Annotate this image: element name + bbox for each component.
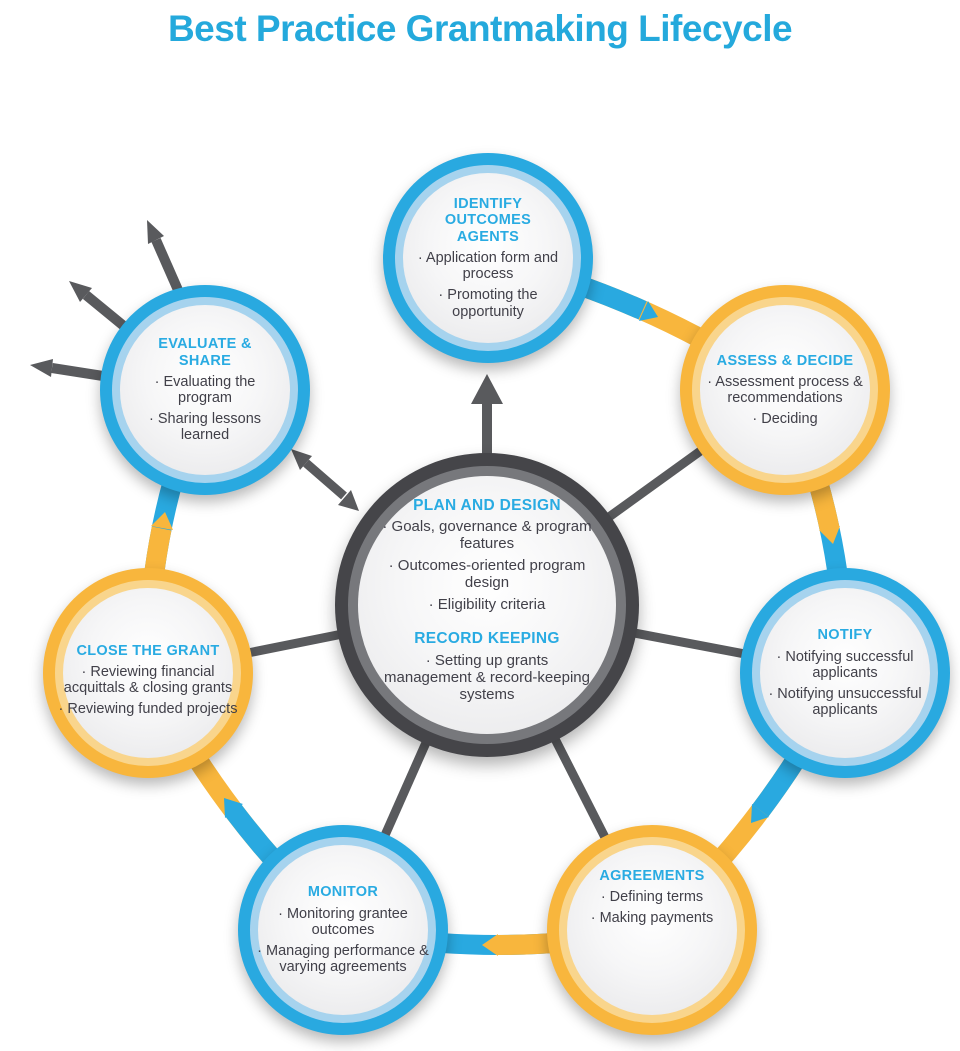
bullet-item: · Defining terms — [600, 888, 704, 905]
node-monitor — [238, 825, 448, 1035]
bullet-item: · Notifying unsuccessful applicants — [768, 686, 922, 719]
bullet-item: · Making payments — [590, 910, 714, 927]
bullet-item: · Reviewing financial acquittals & closing grants — [63, 663, 233, 696]
hub-section-record-keeping — [382, 630, 592, 703]
double-arrow-icon — [291, 449, 359, 511]
node-title: ASSESS & DECIDE — [716, 352, 854, 369]
node-notify — [740, 568, 950, 778]
up-arrow-icon — [471, 374, 503, 455]
bullet-item: · Goals, governance & program features — [382, 518, 592, 553]
bullet-item: · Promoting the opportunity — [438, 287, 538, 320]
bullet-item: · Eligibility criteria — [428, 595, 546, 613]
bullet-item: · Managing performance & varying agreements — [257, 943, 429, 976]
node-agreements — [547, 825, 757, 1035]
hub-content — [361, 479, 613, 731]
node-assess-and-decide — [680, 285, 890, 495]
bullet-item: · Monitoring grantee outcomes — [278, 905, 408, 938]
hub-section-plan — [382, 497, 592, 614]
hub-heading: RECORD KEEPING — [414, 630, 560, 648]
bullet-item: · Outcomes-oriented program design — [388, 556, 586, 591]
node-title: NOTIFY — [817, 627, 873, 644]
bullet-item: · Setting up grants management & record-keeping systems — [384, 652, 590, 703]
node-plan-and-design-hub — [335, 453, 639, 757]
node-title: IDENTIFY OUTCOMES AGENTS — [444, 196, 532, 245]
node-title: MONITOR — [307, 884, 379, 901]
bullet-item: · Reviewing funded projects — [58, 701, 238, 718]
hub-heading: PLAN AND DESIGN — [413, 496, 561, 514]
bullet-item: · Notifying successful applicants — [776, 648, 914, 681]
bullet-item: · Assessment process & recommendations — [707, 373, 863, 406]
bullet-item: · Evaluating the program — [154, 373, 256, 406]
node-identify-outcomes-agents — [383, 153, 593, 363]
node-title: AGREEMENTS — [599, 867, 705, 884]
page-title: Best Practice Grantmaking Lifecycle — [167, 8, 793, 49]
node-close-the-grant — [43, 568, 253, 778]
node-evaluate-and-share — [100, 285, 310, 495]
bullet-item: · Sharing lessons learned — [148, 411, 262, 444]
bullet-item: · Application form and process — [417, 249, 559, 283]
bullet-item: · Deciding — [752, 411, 818, 428]
node-title: CLOSE THE GRANT — [76, 642, 220, 659]
node-title: EVALUATE & SHARE — [158, 336, 252, 369]
